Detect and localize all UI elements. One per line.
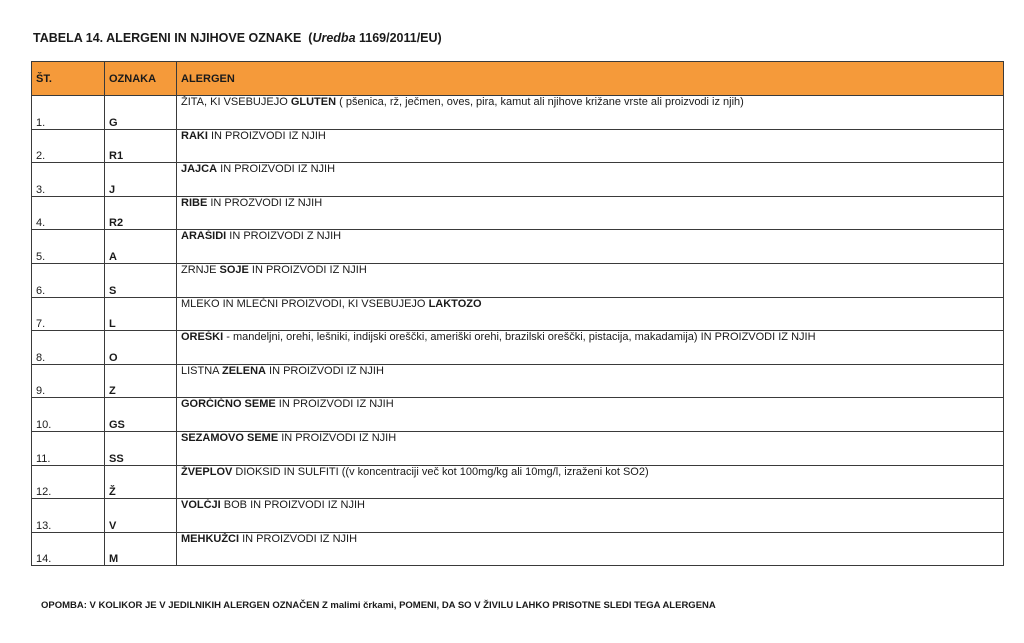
table-row bbox=[32, 129, 1004, 163]
allergen-code: Ž bbox=[105, 465, 177, 499]
table-row bbox=[32, 96, 1004, 130]
row-number: 2. bbox=[32, 129, 105, 163]
table-header-row bbox=[32, 62, 1004, 96]
allergen-code: Z bbox=[105, 364, 177, 398]
table-body bbox=[32, 96, 1004, 566]
allergen-text: IN PROIZVODI Z NJIH bbox=[226, 230, 342, 243]
table-row bbox=[32, 431, 1004, 465]
allergen-description bbox=[177, 96, 1004, 130]
allergen-text: DIOKSID IN SULFITI ((v koncentraciji več kot 100mg/kg ali 10mg/l, izraženi kot SO2) bbox=[232, 465, 649, 478]
allergen-text: IN PROIZVODI IZ NJIH bbox=[275, 398, 394, 411]
table-row bbox=[32, 364, 1004, 398]
table-row bbox=[32, 230, 1004, 264]
table-row bbox=[32, 465, 1004, 499]
row-number: 1. bbox=[32, 96, 105, 130]
allergen-code: S bbox=[105, 263, 177, 297]
header-num: ŠT. bbox=[32, 62, 105, 96]
allergen-code: J bbox=[105, 163, 177, 197]
allergen-description bbox=[177, 263, 1004, 297]
allergen-code: G bbox=[105, 96, 177, 130]
allergen-text: ZRNJE bbox=[181, 263, 220, 276]
row-number: 3. bbox=[32, 163, 105, 197]
allergen-code: O bbox=[105, 331, 177, 365]
row-number: 4. bbox=[32, 196, 105, 230]
table-row bbox=[32, 532, 1004, 566]
allergen-description bbox=[177, 431, 1004, 465]
allergen-text: IN PROIZVODI IZ NJIH bbox=[278, 431, 397, 444]
table-row bbox=[32, 499, 1004, 533]
row-number: 7. bbox=[32, 297, 105, 331]
allergen-description bbox=[177, 532, 1004, 566]
allergen-code: L bbox=[105, 297, 177, 331]
allergen-text: - mandeljni, orehi, lešniki, indijski oreščki, ameriški orehi, brazilski oreščki, pistacija, makadamija) IN PROIZVODI IZ NJIH bbox=[223, 331, 816, 344]
allergen-name: LAKTOZO bbox=[428, 297, 482, 310]
table-row bbox=[32, 398, 1004, 432]
allergen-text: ŽITA, KI VSEBUJEJO bbox=[181, 96, 291, 108]
footnote: OPOMBA: V KOLIKOR JE V JEDILNIKIH ALERGEN OZNAČEN Z malimi črkami, POMENI, DA SO V ŽIVILU LAHKO PRISOTNE SLEDI TEGA ALERGENA bbox=[41, 600, 716, 611]
allergen-description bbox=[177, 364, 1004, 398]
allergen-name: RAKI bbox=[181, 129, 208, 142]
table-row bbox=[32, 331, 1004, 365]
allergen-description bbox=[177, 129, 1004, 163]
allergen-name: GLUTEN bbox=[290, 96, 337, 108]
allergen-text: IN PROIZVODI IZ NJIH bbox=[207, 129, 326, 142]
row-number: 9. bbox=[32, 364, 105, 398]
allergen-description bbox=[177, 398, 1004, 432]
allergen-name: ZELENA bbox=[221, 364, 266, 377]
allergen-name: MEHKUŽCI bbox=[181, 532, 240, 545]
allergen-code: V bbox=[105, 499, 177, 533]
row-number: 6. bbox=[32, 263, 105, 297]
allergen-name: ŽVEPLOV bbox=[181, 465, 233, 478]
row-number: 10. bbox=[32, 398, 105, 432]
row-number: 14. bbox=[32, 532, 105, 566]
allergen-code: SS bbox=[105, 431, 177, 465]
allergen-description bbox=[177, 196, 1004, 230]
table-title bbox=[33, 31, 442, 45]
allergen-text: ( pšenica, rž, ječmen, oves, pira, kamut ali njihove križane vrste ali proizvodi iz njih) bbox=[336, 96, 744, 108]
table-title-ref-open: ( bbox=[308, 31, 313, 45]
table-title-ref-rest: 1169/2011/EU) bbox=[355, 31, 442, 45]
row-number: 13. bbox=[32, 499, 105, 533]
allergen-description bbox=[177, 465, 1004, 499]
allergen-name: SOJE bbox=[219, 263, 249, 276]
allergen-description bbox=[177, 331, 1004, 365]
allergen-code: R2 bbox=[105, 196, 177, 230]
row-number: 12. bbox=[32, 465, 105, 499]
allergen-text: BOB IN PROIZVODI IZ NJIH bbox=[220, 499, 365, 512]
allergen-description bbox=[177, 297, 1004, 331]
allergen-code: A bbox=[105, 230, 177, 264]
allergen-code: R1 bbox=[105, 129, 177, 163]
allergen-description bbox=[177, 163, 1004, 197]
allergen-text: MLEKO IN MLEČNI PROIZVODI, KI VSEBUJEJO bbox=[181, 297, 429, 310]
header-allergen: ALERGEN bbox=[177, 62, 1004, 96]
allergen-name: OREŠKI bbox=[181, 331, 224, 344]
allergen-description bbox=[177, 230, 1004, 264]
allergen-code: M bbox=[105, 532, 177, 566]
row-number: 5. bbox=[32, 230, 105, 264]
allergen-text: IN PROIZVODI IZ NJIH bbox=[265, 364, 384, 377]
table-row bbox=[32, 263, 1004, 297]
allergen-code: GS bbox=[105, 398, 177, 432]
allergen-text: IN PROIZVODI IZ NJIH bbox=[217, 163, 336, 176]
table-title-main: TABELA 14. ALERGENI IN NJIHOVE OZNAKE bbox=[33, 31, 302, 45]
allergen-name: ARAŠIDI bbox=[181, 230, 227, 243]
allergen-name: SEZAMOVO SEME bbox=[181, 431, 279, 444]
header-code: OZNAKA bbox=[105, 62, 177, 96]
allergen-name: RIBE bbox=[181, 196, 208, 209]
allergen-text: LISTNA bbox=[181, 364, 222, 377]
allergen-table bbox=[31, 61, 1004, 566]
table-row bbox=[32, 163, 1004, 197]
table-title-ref-italic: Uredba bbox=[312, 31, 356, 45]
allergen-name: JAJCA bbox=[181, 163, 218, 176]
allergen-name: GORČIČNO SEME bbox=[181, 398, 276, 411]
allergen-name: VOLČJI bbox=[181, 499, 221, 512]
row-number: 11. bbox=[32, 431, 105, 465]
allergen-text: IN PROZVODI IZ NJIH bbox=[207, 196, 323, 209]
allergen-description bbox=[177, 499, 1004, 533]
row-number: 8. bbox=[32, 331, 105, 365]
allergen-text: IN PROIZVODI IZ NJIH bbox=[248, 263, 367, 276]
table-row bbox=[32, 297, 1004, 331]
table-row bbox=[32, 196, 1004, 230]
allergen-text: IN PROIZVODI IZ NJIH bbox=[239, 532, 358, 545]
